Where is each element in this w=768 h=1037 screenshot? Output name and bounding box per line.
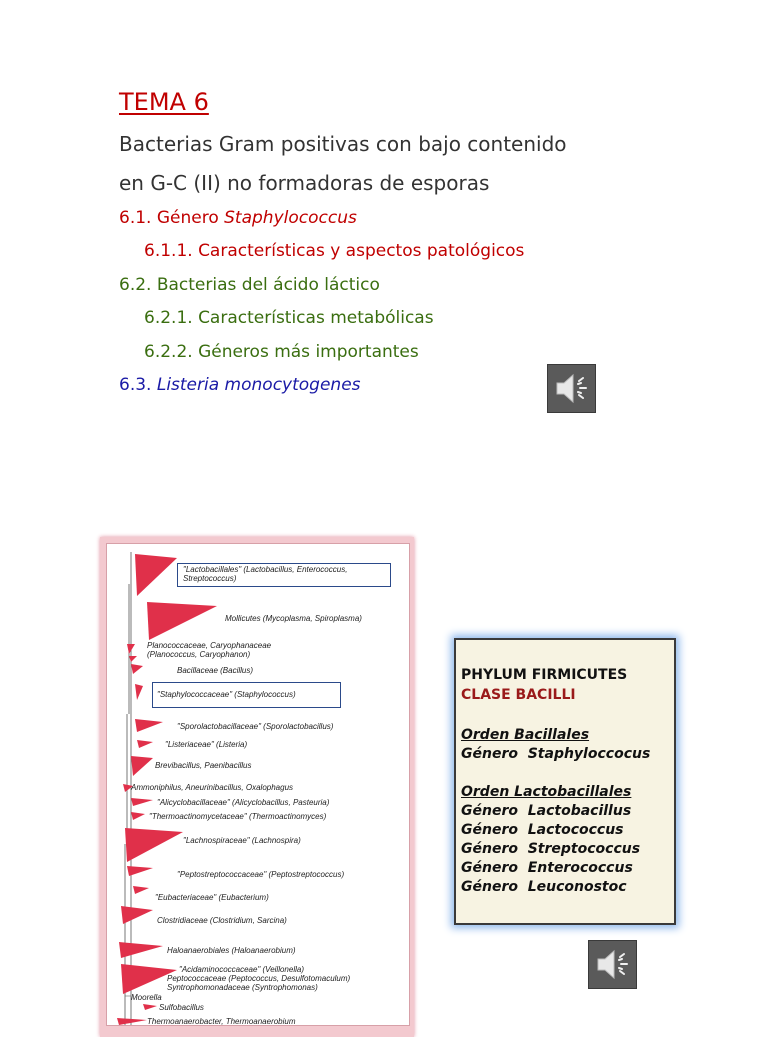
tree-label: "Sporolactobacillaceae" (Sporolactobacillus) <box>177 722 334 731</box>
outline-item-6-1-1: 6.1.1. Características y aspectos patológicos <box>144 241 525 261</box>
subtitle-line-2: en G-C (II) no formadoras de esporas <box>119 171 490 195</box>
outline-item-6-2-1: 6.2.1. Características metabólicas <box>144 308 434 328</box>
tree-label: Syntrophomonadaceae (Syntrophomonas) <box>167 983 318 992</box>
page-title: TEMA 6 <box>119 88 209 116</box>
tree-label: Peptococcaceae (Peptococcus, Desulfotomaculum) <box>167 974 351 983</box>
tree-label: "Eubacteriaceae" (Eubacterium) <box>155 893 269 902</box>
tree-label: Mollicutes (Mycoplasma, Spiroplasma) <box>225 614 362 623</box>
outline-item-6-1 <box>119 208 357 228</box>
orden-lactobacillales: Orden Lactobacillales <box>461 784 632 800</box>
phylum-title: PHYLUM FIRMICUTES <box>461 667 628 683</box>
genus-item: Género Staphyloccocus <box>461 746 651 762</box>
tree-label: Streptococcus) <box>183 574 237 583</box>
tree-label: Sulfobacillus <box>159 1003 204 1012</box>
tree-label: Thermoanaerobacter, Thermoanaerobium <box>147 1017 296 1026</box>
outline-item-6-3 <box>119 375 361 395</box>
orden-bacillales: Orden Bacillales <box>461 727 590 743</box>
tree-label: Haloanaerobiales (Haloanaerobium) <box>167 946 296 955</box>
subtitle-line-1: Bacterias Gram positivas con bajo contenido <box>119 132 567 156</box>
tree-label: Brevibacillus, Paenibacillus <box>155 761 252 770</box>
genus-item: Género Leuconostoc <box>461 879 627 895</box>
tree-label: "Listeriaceae" (Listeria) <box>165 740 248 749</box>
tree-label: Ammoniphilus, Aneurinibacillus, Oxalophagus <box>131 783 294 792</box>
clase-title: CLASE BACILLI <box>461 687 576 703</box>
tree-label: "Staphylococcaceae" (Staphylococcus) <box>157 690 296 699</box>
audio-speaker-button[interactable] <box>547 364 596 413</box>
outline-item-6-1-genus: Staphylococcus <box>224 208 357 228</box>
tree-label: "Alicyclobacillaceae" (Alicyclobacillus, Pasteuria) <box>157 798 330 807</box>
phylogenetic-tree <box>106 543 410 1026</box>
audio-speaker-button-2[interactable] <box>588 940 637 989</box>
tree-label: Moorella <box>131 993 162 1002</box>
genus-item: Género Streptococcus <box>461 841 641 857</box>
tree-label: Bacillaceae (Bacillus) <box>177 666 254 675</box>
outline-item-6-2: 6.2. Bacterias del ácido láctico <box>119 275 380 295</box>
outline-item-6-3-prefix: 6.3. <box>119 375 157 395</box>
outline-item-6-1-prefix: 6.1. Género <box>119 208 225 228</box>
tree-label: "Lachnospiraceae" (Lachnospira) <box>183 836 301 845</box>
tree-label: "Peptostreptococcaceae" (Peptostreptococcus) <box>177 870 345 879</box>
genus-item: Género Enterococcus <box>461 860 633 876</box>
genus-item: Género Lactobacillus <box>461 803 632 819</box>
outline-item-6-2-2: 6.2.2. Géneros más importantes <box>144 342 419 362</box>
speaker-icon <box>548 365 595 412</box>
tree-label: "Thermoactinomycetaceae" (Thermoactinomyces) <box>149 812 327 821</box>
outline-item-6-3-species: Listeria monocytogenes <box>156 375 361 395</box>
tree-label: "Acidaminococcaceae" (Veillonella) <box>179 965 304 974</box>
tree-label: Clostridiaceae (Clostridium, Sarcina) <box>157 916 287 925</box>
tree-label: (Planococcus, Caryophanon) <box>147 650 251 659</box>
tree-label: Planococcaceae, Caryophanaceae <box>147 641 272 650</box>
phylum-firmicutes-box <box>454 638 676 925</box>
genus-item: Género Lactococcus <box>461 822 624 838</box>
tree-label: "Lactobacillales" (Lactobacillus, Enterococcus, <box>183 565 348 574</box>
speaker-icon <box>589 941 636 988</box>
